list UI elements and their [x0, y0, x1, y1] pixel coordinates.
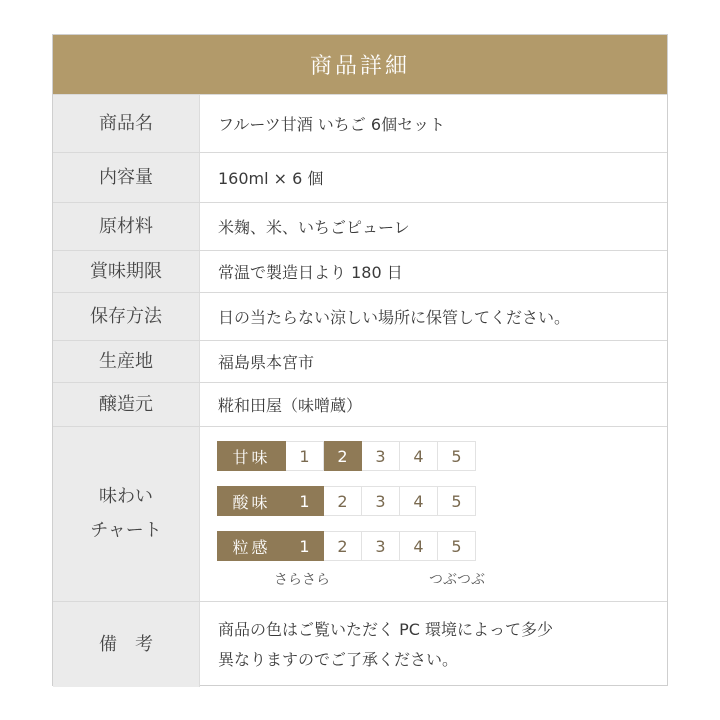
- row-taste-chart: [53, 426, 667, 601]
- row-label: 原材料: [53, 203, 200, 250]
- row-note: [53, 601, 667, 687]
- chart-label-line1: 味わい: [99, 486, 153, 507]
- row-contents: [53, 152, 667, 202]
- scale-cell: 3: [362, 486, 400, 516]
- scale-cell: 4: [400, 531, 438, 561]
- scale-cell: 1: [286, 441, 324, 471]
- scale-cell: 3: [362, 441, 400, 471]
- row-value: 福島県本宮市: [218, 353, 315, 372]
- row-brewer: [53, 382, 667, 426]
- scale-cell: 4: [400, 441, 438, 471]
- row-label: 賞味期限: [53, 251, 200, 292]
- row-value: 米麹、米、いちごピューレ: [218, 218, 410, 237]
- scale-low-caption: さらさら: [274, 572, 330, 588]
- chart-label-line2: チャート: [90, 520, 162, 541]
- row-label: [53, 427, 200, 601]
- scale-name: 酸味: [217, 486, 286, 516]
- row-origin: [53, 340, 667, 382]
- row-label: 内容量: [53, 153, 200, 202]
- scale-cell: 1: [286, 531, 324, 561]
- scale-acidity: [217, 486, 476, 516]
- product-detail-table: [52, 34, 668, 686]
- row-value: 糀和田屋（味噌蔵）: [218, 396, 363, 415]
- scale-cell: 2: [324, 486, 362, 516]
- scale-cell: 4: [400, 486, 438, 516]
- row-label: 醸造元: [53, 383, 200, 426]
- scale-cell: 1: [286, 486, 324, 516]
- scale-texture: [217, 531, 476, 561]
- row-ingredients: [53, 202, 667, 250]
- table-title: 商品詳細: [53, 35, 667, 94]
- row-value: 日の当たらない涼しい場所に保管してください。: [218, 308, 571, 327]
- row-best-before: [53, 250, 667, 292]
- row-storage: [53, 292, 667, 340]
- row-label: 生産地: [53, 341, 200, 382]
- row-label: 保存方法: [53, 293, 200, 340]
- note-line-1: 商品の色はご覧いただく PC 環境によって多少: [218, 619, 553, 639]
- scale-cell: 2: [324, 531, 362, 561]
- row-value: 160ml × 6 個: [218, 169, 324, 188]
- scale-cell: 3: [362, 531, 400, 561]
- row-product-name: [53, 94, 667, 152]
- note-line-2: 異なりますのでご了承ください。: [218, 649, 459, 669]
- row-label: 商品名: [53, 95, 200, 152]
- row-value: フルーツ甘酒 いちご 6個セット: [218, 115, 446, 134]
- row-label: 備考: [53, 602, 200, 687]
- scale-cell: 5: [438, 441, 476, 471]
- scale-name: 粒感: [217, 531, 286, 561]
- row-value: 常温で製造日より 180 日: [218, 263, 403, 282]
- scale-cell: 2: [324, 441, 362, 471]
- scale-name: 甘味: [217, 441, 286, 471]
- scale-high-caption: つぶつぶ: [429, 572, 485, 588]
- scale-sweetness: [217, 441, 476, 471]
- scale-cell: 5: [438, 486, 476, 516]
- scale-cell: 5: [438, 531, 476, 561]
- row-value: [218, 602, 659, 687]
